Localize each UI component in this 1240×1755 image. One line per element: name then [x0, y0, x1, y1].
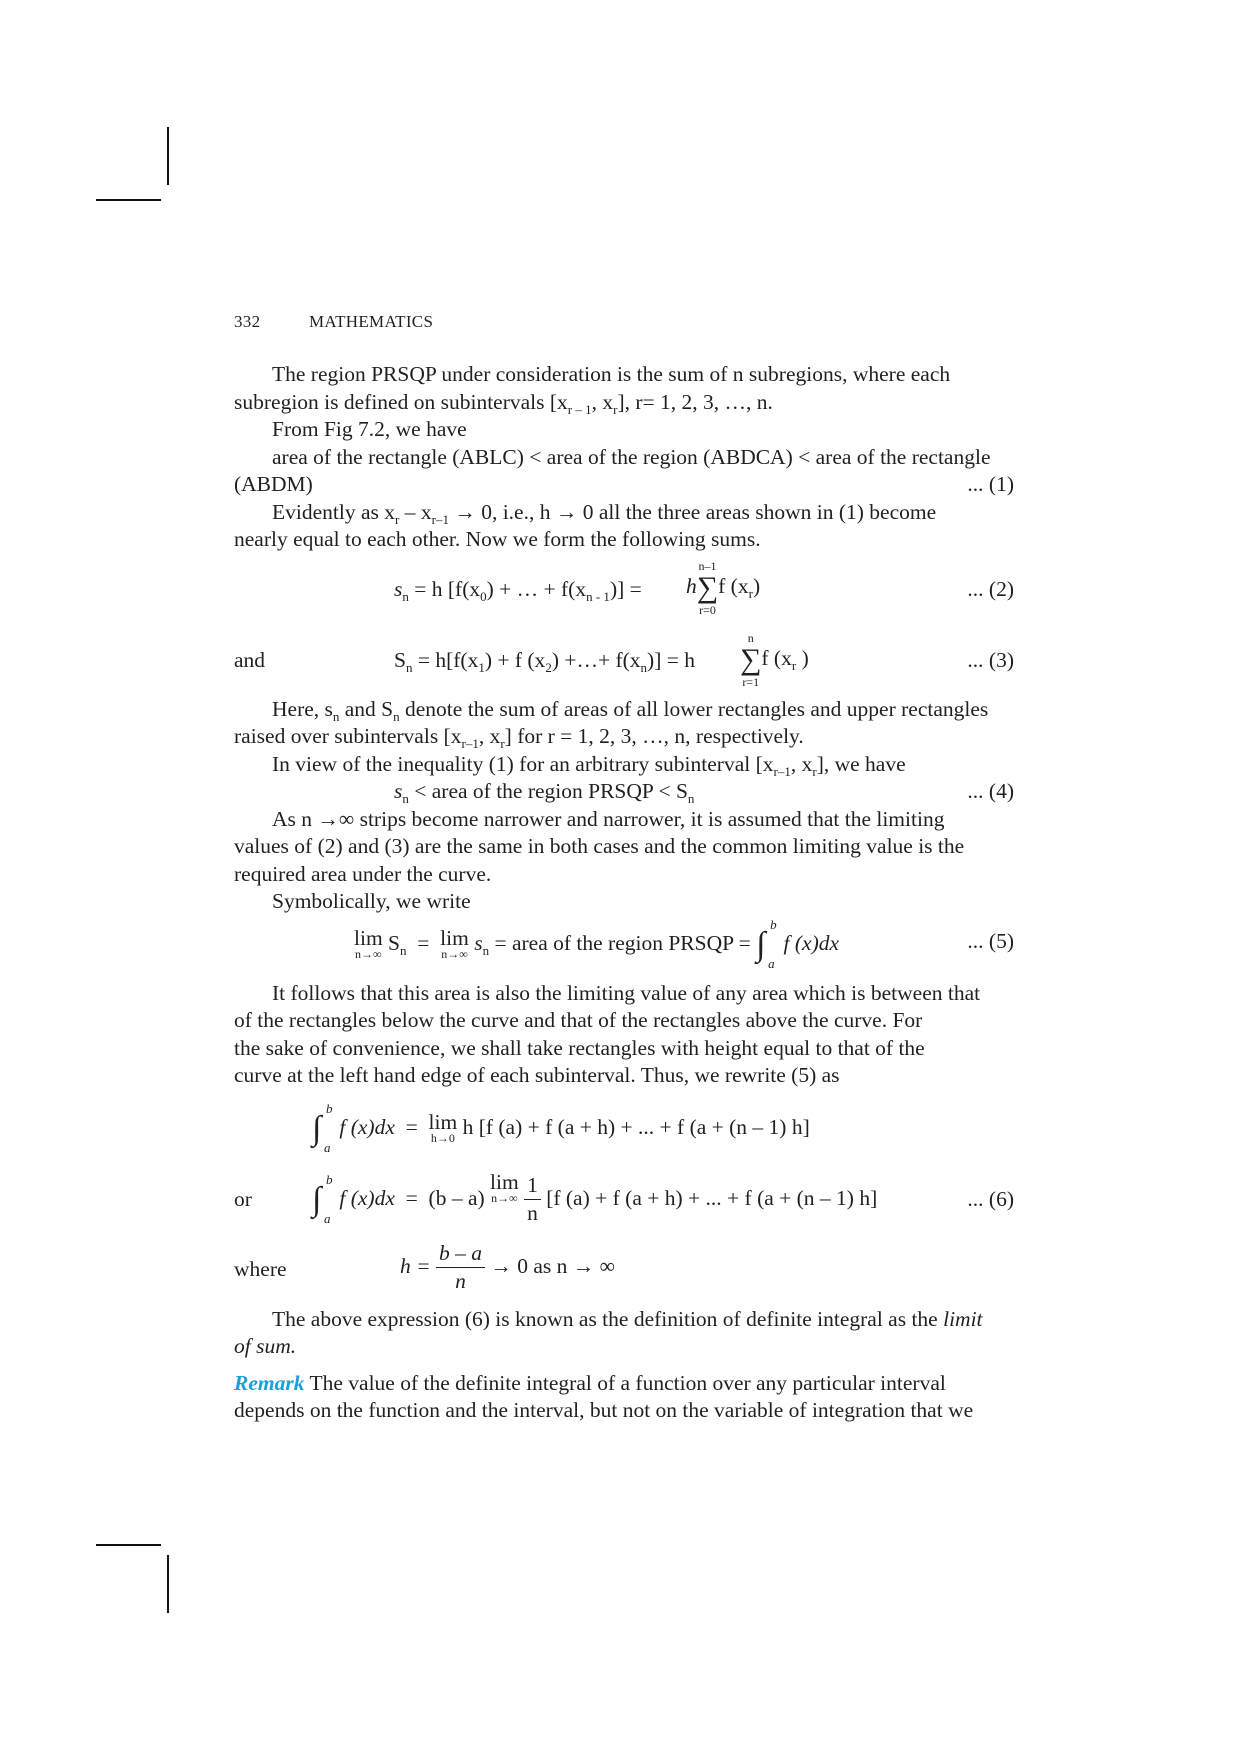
crop-mark-top-horizontal	[96, 199, 161, 201]
paragraph-above-expression	[234, 1306, 1014, 1361]
text-line: The region PRSQP under consideration is the sum of n subregions, where each	[272, 362, 951, 386]
running-title: MATHEMATICS	[309, 312, 434, 331]
fraction: $\frac{b - a}{n}$	[436, 1240, 485, 1296]
text-line: nearly equal to each other. Now we form the following sums.	[234, 527, 761, 551]
limit-operator: lim h→0	[428, 1109, 458, 1145]
crop-mark-top-vertical	[167, 127, 169, 185]
equation-number: ... (2)	[967, 576, 1014, 601]
equation-label: or	[234, 1186, 252, 1211]
equation-6b: or ∫ b a f (x)dx = (b – a) lim n→∞ $\frac{1}{n}$ [f (a) + f (a + h) + ... + f (a + (n – 1) h] ... (6)	[234, 1169, 1014, 1226]
equation-label: where	[234, 1256, 287, 1281]
fraction: $\frac{1}{n}$	[524, 1172, 541, 1228]
paragraph-in-view: In view of the inequality (1) for an arbitrary subinterval [$x_{r-1}$, $x_r$], we have	[272, 751, 906, 779]
integral-sign: ∫ b a	[312, 1171, 333, 1226]
text-line: depends on the function and the interval, but not on the variable of integration that we	[234, 1398, 974, 1422]
equation-number: ... (5)	[967, 928, 1014, 953]
summation-sign: n ∑ r=1	[740, 630, 762, 689]
limit-operator: lim n→∞	[354, 925, 383, 961]
text-line: (ABDM) ... (1)	[234, 471, 1014, 499]
paragraph-subregions	[234, 361, 1014, 416]
equation-where-h: where h = $\frac{b - a}{n}$ → 0 as n → ∞	[234, 1234, 1014, 1306]
text-line: of the rectangles below the curve and that of the rectangles above the curve. For	[234, 1008, 923, 1032]
integral-sign: ∫ b a	[756, 916, 777, 971]
text-line: required area under the curve.	[234, 861, 492, 886]
integral-sign: ∫ b a	[312, 1100, 333, 1155]
equation-number: ... (1)	[967, 472, 1014, 496]
remark-label: Remark	[234, 1370, 305, 1395]
equation-4: $s_n$ < area of the region PRSQP < $S_n$ ... (4)	[394, 779, 1014, 806]
text-line: Remark The value of the definite integral of a function over any particular interval	[234, 1370, 946, 1395]
paragraph-area-inequality	[234, 444, 1014, 499]
text-line: area of the rectangle (ABLC) < area of the region (ABDCA) < area of the rectangle	[272, 444, 991, 469]
limit-operator: lim n→∞	[490, 1169, 519, 1205]
paragraph-evidently	[234, 499, 1014, 554]
equation-number: ... (6)	[967, 1186, 1014, 1211]
text-line: Evidently as $x_r - x_{r-1} \to 0$, i.e., h → 0 all the three areas shown in (1) become	[272, 499, 937, 527]
equation-number: ... (3)	[967, 647, 1014, 672]
page-body	[234, 361, 1014, 1425]
equation-6a: ∫ b a f (x)dx = lim h→0 h [f (a) + f (a + h) + ... + f (a + (n – 1) h]	[312, 1100, 810, 1155]
page-number: 332	[234, 312, 261, 331]
crop-mark-bottom-horizontal	[96, 1544, 161, 1546]
equation-number: ... (4)	[967, 779, 1014, 803]
text-line: curve at the left hand edge of each subinterval. Thus, we rewrite (5) as	[234, 1063, 840, 1087]
paragraph-here	[234, 696, 1014, 751]
paragraph-it-follows	[234, 980, 1014, 1090]
text-line: Here, $s_n$ and $S_n$ denote the sum of areas of all lower rectangles and upper rectangles	[272, 696, 989, 724]
page-header	[234, 312, 434, 332]
equation-5: lim n→∞ $S_n = \lim$ n→∞ $s_n$ = area of the region PRSQP = ∫ b a f (x)dx ... (5)	[354, 916, 1014, 971]
paragraph-symbolically: Symbolically, we write	[272, 889, 471, 913]
paragraph-limiting	[234, 806, 1014, 889]
text-line: It follows that this area is also the limiting value of any area which is between that	[272, 980, 981, 1005]
equation-3: and $S_n = h[f(x_1) + f$ $(x_2)$ +…+ $f(x_n)] = h$ n ∑ r=1 f ($x_r$ ) ... (3)	[234, 630, 1014, 689]
equation-label: and	[234, 647, 266, 672]
remark-paragraph	[234, 1370, 1014, 1425]
text-line: The above expression (6) is known as the definition of definite integral as the limit	[272, 1306, 983, 1331]
equation-2: $s_n = h$ [$f(x_0)$ + … + $f(x_{n - 1})$] = h n–1 ∑ r=0 f $(x_r)$ ... (2)	[394, 558, 1014, 617]
paragraph-from-fig: From Fig 7.2, we have	[272, 417, 467, 441]
text-line: values of (2) and (3) are the same in both cases and the common limiting value is the	[234, 834, 965, 858]
limit-operator: lim n→∞	[440, 925, 469, 961]
crop-mark-bottom-vertical	[167, 1555, 169, 1613]
text-line: subregion is defined on subintervals [$x_{r - 1}$, $x_r$], r= 1, 2, 3, …, n.	[234, 389, 773, 417]
text-line: raised over subintervals [$x_{r-1}$, $x_r$] for r = 1, 2, 3, …, n, respectively.	[234, 724, 804, 751]
text-line: As n →∞ strips become narrower and narrower, it is assumed that the limiting	[272, 806, 945, 831]
summation-sign: n–1 ∑ r=0	[696, 558, 719, 617]
text-line: of sum.	[234, 1334, 297, 1358]
text-line: the sake of convenience, we shall take rectangles with height equal to that of the	[234, 1035, 925, 1060]
